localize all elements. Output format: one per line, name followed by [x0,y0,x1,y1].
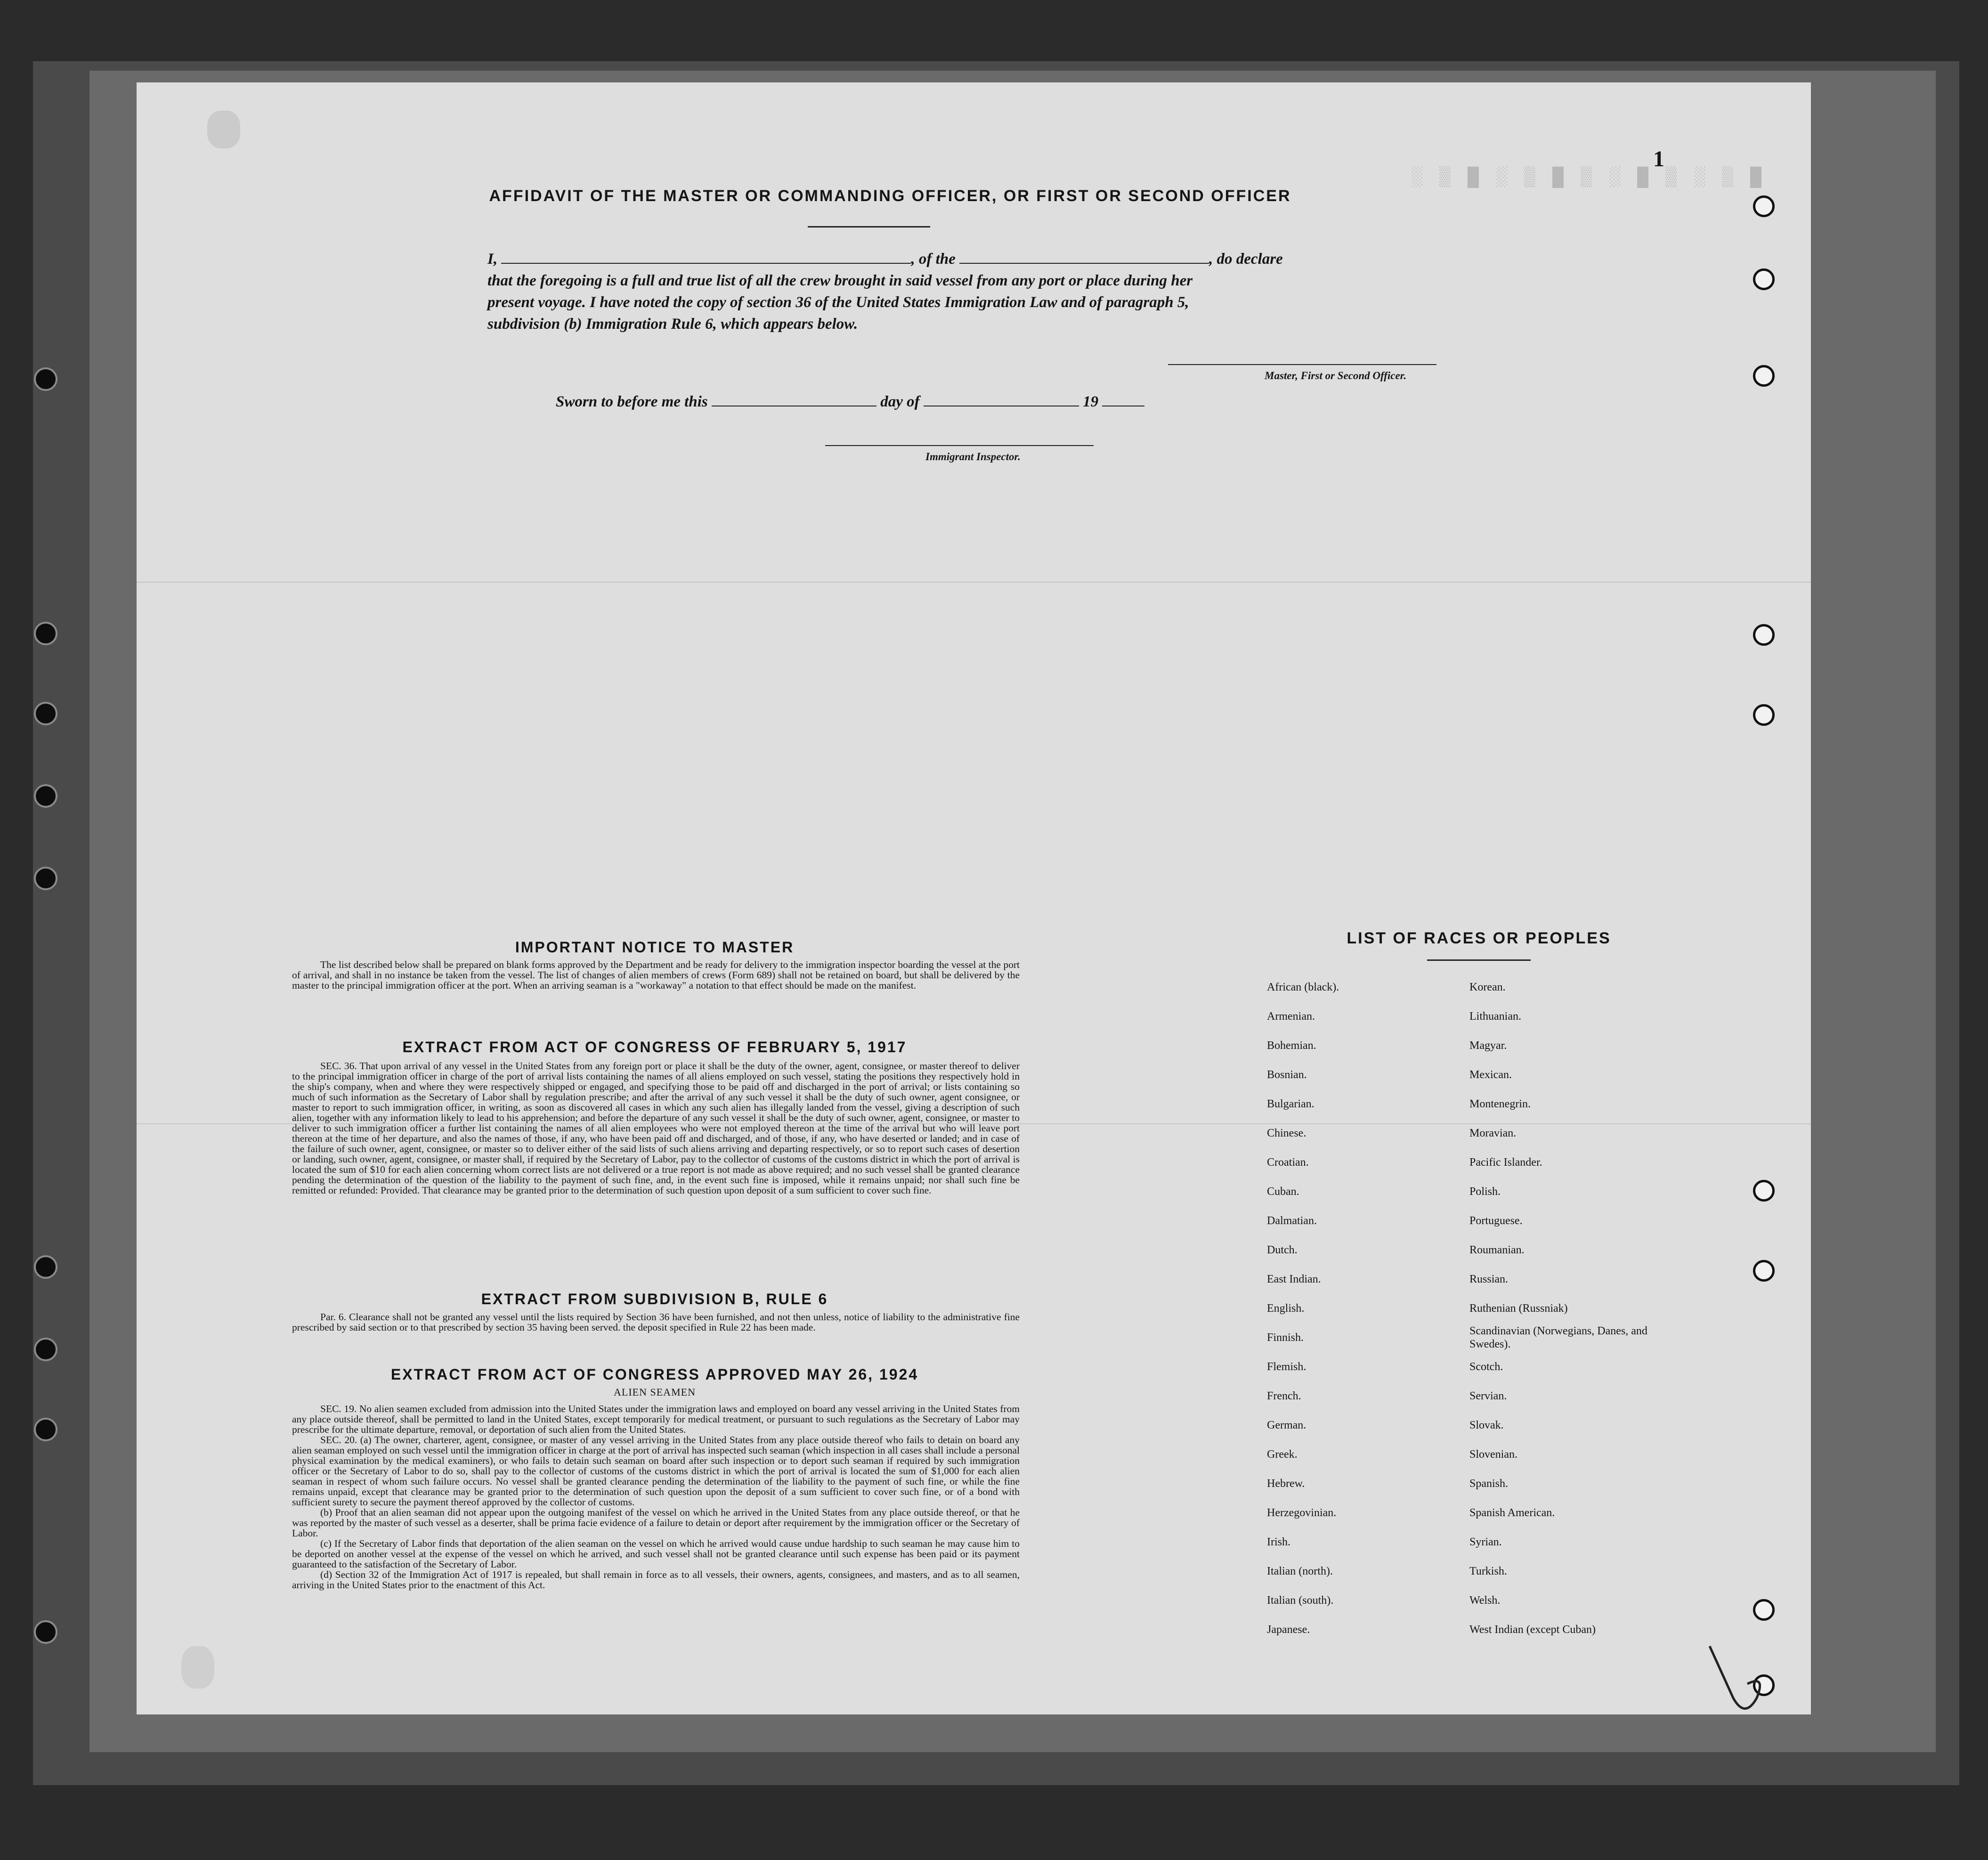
extract-1924-paragraph: SEC. 20. (a) The owner, charterer, agent, consignee, or master of any vessel arriving in the United States from any place outside thereof who fails to detain on board any alien seaman employed on such vessel until the immigration officer in charge at the port of arrival has inspected such seaman (which inspection in all cases shall include a personal physical examination by the medical examiners), or who fails to detain such seaman on board after such inspection or to deport such seaman if required by such immigration officer or the Secretary of Labor to do so, shall pay to the collector of customs of the customs district in which the port of arrival is located the sum of $1,000 for each alien seaman in respect of whom such failure occurs. No vessel shall be granted clearance pending the determination of the liability to the payment of such fine, or while the fine remains unpaid, except that clearance may be granted prior to the determination of such question upon the deposit of a sum sufficient to cover such fine, or of a bond with sufficient surety to secure the payment thereof approved by the collector of customs. [292,1434,1020,1508]
race-item: Slovenian. [1469,1448,1517,1461]
race-item: Flemish. [1267,1361,1306,1373]
race-item: Welsh. [1469,1594,1501,1607]
sworn-year-blank[interactable] [1102,392,1144,406]
sworn-month-blank[interactable] [924,392,1079,406]
races-title-underline [1427,959,1531,961]
race-item: Servian. [1469,1390,1507,1402]
race-item: Pacific Islander. [1469,1156,1542,1169]
extract-rule6-title: EXTRACT FROM SUBDIVISION B, RULE 6 [481,1291,828,1308]
binder-hole [34,702,57,725]
race-item: Roumanian. [1469,1244,1525,1256]
hole-reinforcement [1753,268,1775,290]
extract-rule6-paragraph: Par. 6. Clearance shall not be granted any vessel until the lists required by Section 36 have been furnished, and not then unless, notice of liability to the administrative fine prescribed by said section or to that prescribed by section 35 having been served. the deposit specified in Rule 22 has been made. [292,1311,1020,1333]
races-left-column [1267,973,1339,1644]
race-item: Slovak. [1469,1419,1504,1431]
race-item: German. [1267,1419,1306,1431]
race-item: English. [1267,1302,1305,1315]
binder-hole [34,1338,57,1361]
race-item: Scandinavian (Norwegians, Danes, and Swedes). [1469,1325,1647,1350]
extract-1924-paragraph: (b) Proof that an alien seaman did not appear upon the outgoing manifest of the vessel on which he arrived in the United States from any place outside thereof, or that he was reported by the master of such vessel as a deserter, shall be prima facie evidence of a failure to detain or deport after requirement by the immigration officer or the Secretary of Labor. [292,1507,1020,1539]
race-item: Armenian. [1267,1010,1315,1023]
of-the-label: , of the [911,251,956,268]
sworn-line [556,392,1144,411]
race-item: Lithuanian. [1469,1010,1521,1023]
title-underline [808,226,930,227]
binder-hole [34,867,57,890]
sworn-day-blank[interactable] [712,392,876,406]
day-of-label: day of [880,393,920,410]
i-label: I, [487,251,498,268]
affidavit-page [137,82,1811,1714]
race-item: Italian (south). [1267,1594,1334,1607]
hole-reinforcement [1753,704,1775,726]
race-item: Hebrew. [1267,1478,1305,1490]
inspector-signature-line [825,445,1094,446]
master-signature-line [1168,364,1436,365]
faint-stamp [207,111,240,148]
binder-hole [34,367,57,391]
handwritten-scrawl [1700,1641,1776,1722]
hole-reinforcement [1753,365,1775,387]
extract-rule6-text [292,1312,1020,1332]
declaration-line: present voyage. I have noted the copy of section 36 of the United States Immigration Law and of paragraph 5, [487,294,1189,311]
race-item: Irish. [1267,1536,1290,1548]
race-item: Bohemian. [1267,1040,1316,1052]
binder-hole [34,1418,57,1441]
race-item: Korean. [1469,981,1506,993]
notice-title: IMPORTANT NOTICE TO MASTER [515,939,795,956]
race-item: Polish. [1469,1186,1501,1198]
race-item: Moravian. [1469,1127,1517,1139]
race-item: Turkish. [1469,1565,1507,1577]
race-item: Dutch. [1267,1244,1298,1256]
bleed-through-rule [137,582,1811,583]
binder-hole [34,784,57,808]
race-item: Dalmatian. [1267,1215,1317,1227]
extract-1924-subtitle: ALIEN SEAMEN [614,1386,696,1398]
inspector-label: Immigrant Inspector. [925,451,1021,463]
vessel-name-blank[interactable] [959,250,1209,264]
master-signature-label: Master, First or Second Officer. [1265,370,1407,382]
race-item: Bosnian. [1267,1069,1307,1081]
race-item: Magyar. [1469,1040,1507,1052]
notice-text [292,959,1020,991]
race-item: Spanish. [1469,1478,1509,1490]
notice-paragraph: The list described below shall be prepared on blank forms approved by the Department and be ready for delivery to the immigration inspector boarding the vessel at the port of arrival, and shall in no instance be taken from the vessel. The list of changes of alien members of crews (Form 689) shall not be retained on board, but shall be delivered by the master to the principal immigration officer at the port. When an arriving seaman is a "workaway" a notation to that effect should be made on the manifest. [292,959,1020,991]
race-item: Herzegovinian. [1267,1507,1337,1519]
race-item: Mexican. [1469,1069,1512,1081]
race-item: French. [1267,1390,1301,1402]
handwritten-mark: 1 [1653,146,1664,171]
race-item: Spanish American. [1469,1507,1555,1519]
declaration-first-line [487,248,1571,270]
affidavit-title: AFFIDAVIT OF THE MASTER OR COMMANDING OFFICER, OR FIRST OR SECOND OFFICER [489,187,1291,205]
race-item: Russian. [1469,1273,1509,1285]
binder-hole [34,622,57,645]
race-item: Finnish. [1267,1332,1304,1344]
extract-1924-paragraph: SEC. 19. No alien seamen excluded from admission into the United States under the immigration laws and employed on board any vessel arriving in the United States from any place outside thereof, shall be permitted to land in the United States, except temporarily for medical treatment, or pursuant to such regulations as the Secretary of Labor may prescribe for the ultimate departure, removal, or deportation of such alien from the United States. [292,1403,1020,1435]
race-item: East Indian. [1267,1273,1321,1285]
race-item: Greek. [1267,1448,1298,1461]
year-prefix: 19 [1083,393,1099,410]
extract-1917-text [292,1061,1020,1195]
do-declare-label: , do declare [1209,251,1283,268]
master-name-blank[interactable] [501,250,911,264]
race-item: Croatian. [1267,1156,1309,1169]
hole-reinforcement [1753,1180,1775,1202]
extract-1924-paragraph: (c) If the Secretary of Labor finds that deportation of the alien seaman on the vessel on which he arrived would cause undue hardship to such seaman he may cause him to be deported on another vessel at the expense of the vessel on which he arrived, and such vessel shall not be granted clearance until such expense has been paid or its payment guaranteed to the satisfaction of the Secretary of Labor. [292,1538,1020,1570]
binder-hole [34,1255,57,1279]
races-right-column [1469,973,1667,1644]
extract-1924-title: EXTRACT FROM ACT OF CONGRESS APPROVED MAY 26, 1924 [390,1366,919,1383]
affidavit-declaration [487,248,1571,335]
declaration-line: subdivision (b) Immigration Rule 6, which appears below. [487,316,858,333]
hole-reinforcement [1753,195,1775,217]
sworn-label: Sworn to before me this [556,393,708,410]
race-item: Italian (north). [1267,1565,1333,1577]
race-item: Scotch. [1469,1361,1503,1373]
declaration-line: that the foregoing is a full and true list of all the crew brought in said vessel from any port or place during her [487,272,1193,289]
bleed-through-text: █ ▒ ░ ▒ █ ░ ▒ █ ▒ ░ █ ▒ ░ [1408,167,1761,188]
race-item: African (black). [1267,981,1339,993]
race-item: Syrian. [1469,1536,1502,1548]
race-item: Bulgarian. [1267,1098,1315,1110]
extract-1924-paragraph: (d) Section 32 of the Immigration Act of 1917 is repealed, but shall remain in force as to all vessels, their owners, agents, consignees, and masters, and as to all seamen, arriving in the United States prior to the enactment of this Act. [292,1569,1020,1591]
extract-1917-title: EXTRACT FROM ACT OF CONGRESS OF FEBRUARY 5, 1917 [402,1039,907,1056]
extract-1924-text [292,1404,1020,1590]
hole-reinforcement [1753,624,1775,646]
hole-reinforcement [1753,1599,1775,1621]
race-item: Chinese. [1267,1127,1306,1139]
race-item: Ruthenian (Russniak) [1469,1302,1568,1315]
race-item: Portuguese. [1469,1215,1523,1227]
race-item: Cuban. [1267,1186,1299,1198]
races-title: LIST OF RACES OR PEOPLES [1347,929,1611,947]
race-item: Japanese. [1267,1624,1310,1636]
faint-stamp [181,1646,214,1689]
extract-1917-paragraph: SEC. 36. That upon arrival of any vessel in the United States from any foreign port or place it shall be the duty of the owner, agent, consignee, or master thereof to deliver to the principal immigration officer in charge of the port of arrival lists containing the names of all aliens employed on such vessel, stating the positions they respectively hold in the ship's company, when and where they were respectively shipped or engaged, and specifying those to be paid off and discharged in the port of arrival; or lists containing so much of such information as the Secretary of Labor shall by regulation prescribe; and after the arrival of any such vessel it shall be the duty of such owner, agent consignee, or master to report to such immigration officer, in writing, as soon as discovered all cases in which any such alien has illegally landed from the vessel, giving a description of such alien, together with any information likely to lead to his apprehension; and before the departure of any such vessel it shall be the duty of such owner, agent, consignee, or master to deliver to such immigration officer a further list containing the names of all alien employees who were not employed thereon at the time of the arrival but who will leave port thereon at the time of her departure, and also the names of those, if any, who have been paid off and discharged, and of those, if any, who have deserted or landed; and in case of the failure of such owner, agent, consignee, or master so to deliver either of the said lists of such aliens arriving and departing respectively, or so to report such cases of desertion or landing, such owner, agent, consignee, or master shall, if required by the Secretary of Labor, pay to the collector of customs of the customs district in which the port of arrival is located the sum of $10 for each alien concerning whom correct lists are not delivered or a true report is not made as above required; and no such vessel shall be granted clearance pending the determination of the question of the liability to the payment of such fine, and, in the event such fine is imposed, while it remains unpaid; nor shall such fine be remitted or refunded: Provided. That clearance may be granted prior to the determination of such question upon deposit of a sum sufficient to cover such fine. [292,1060,1020,1196]
race-item: West Indian (except Cuban) [1469,1624,1596,1636]
race-item: Montenegrin. [1469,1098,1531,1110]
binder-hole [34,1620,57,1644]
hole-reinforcement [1753,1260,1775,1282]
